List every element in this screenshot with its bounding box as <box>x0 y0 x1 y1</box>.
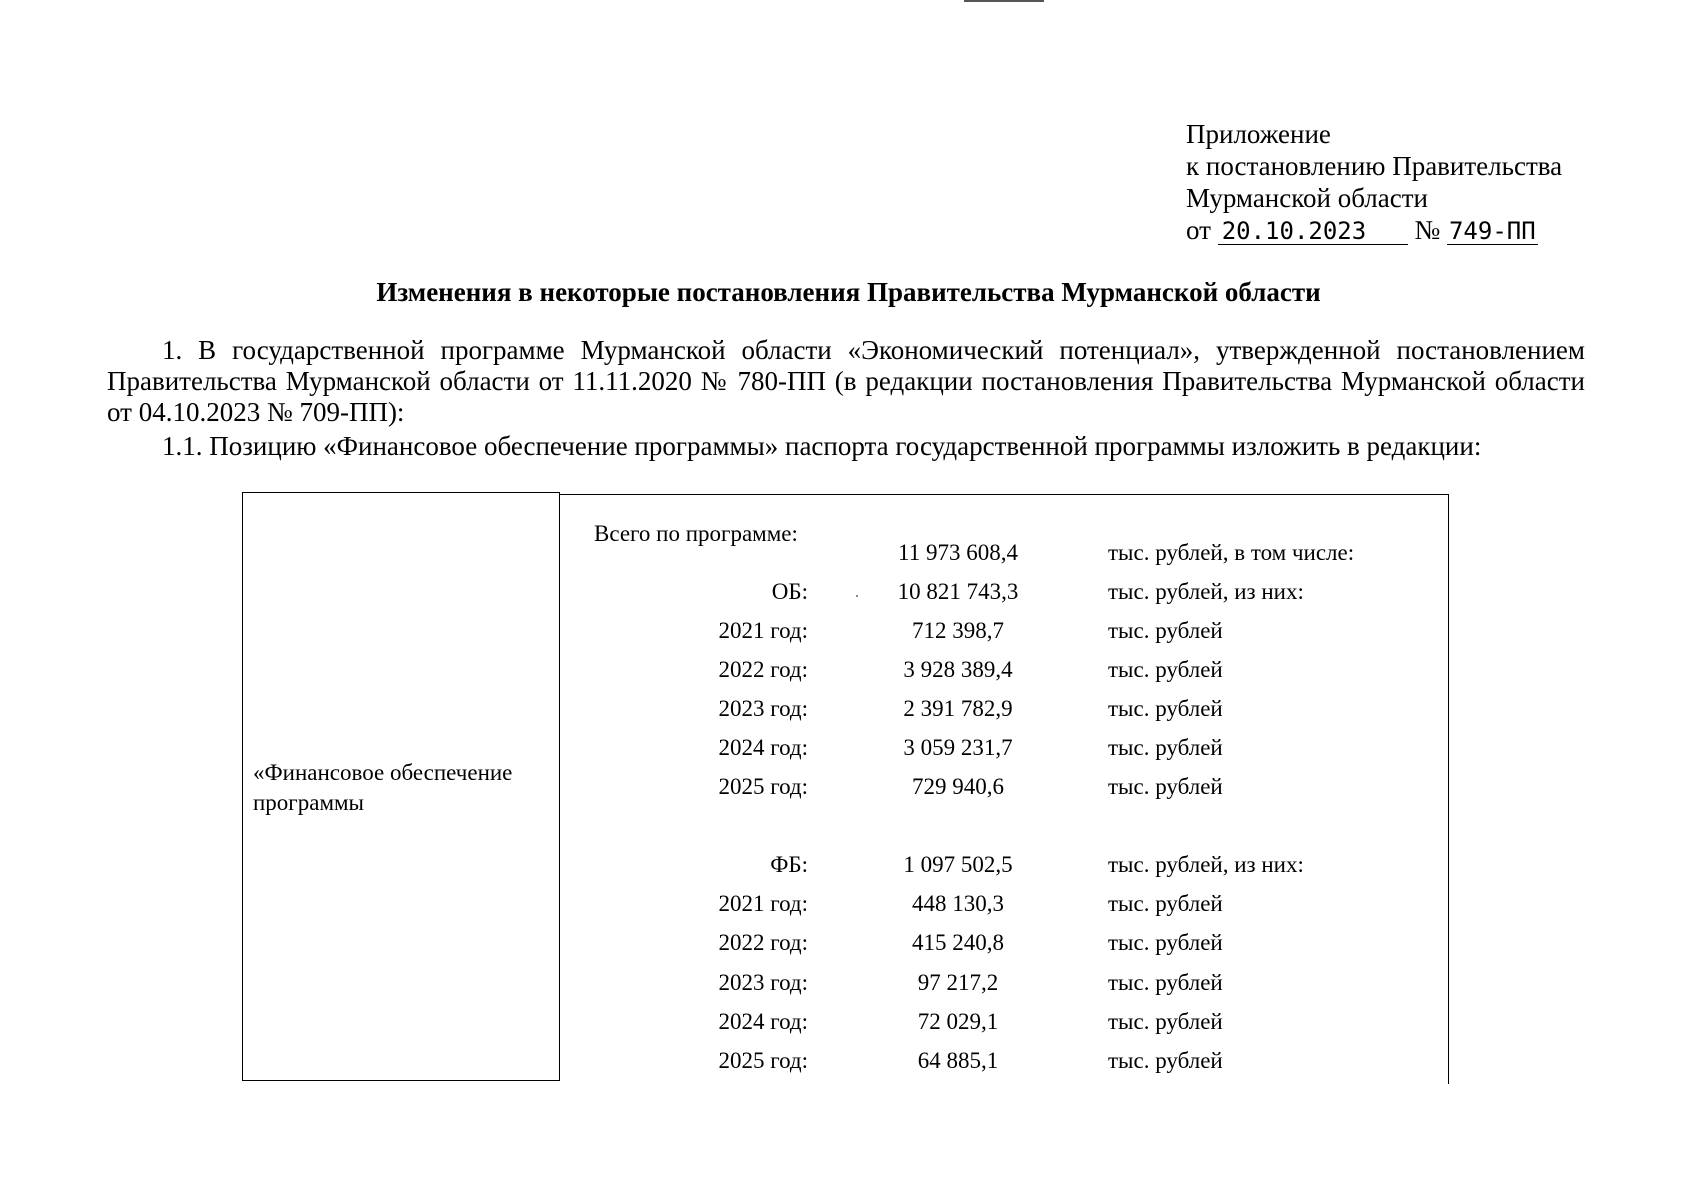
fb-year-row <box>0 1009 1697 1039</box>
ob-year-row <box>0 696 1697 726</box>
year-unit: тыс. рублей <box>1108 1048 1223 1073</box>
year-label: 2023 год: <box>718 970 808 995</box>
fb-value: 1 097 502,5 <box>903 852 1013 877</box>
ob-year-row <box>0 618 1697 648</box>
year-label: 2025 год: <box>718 1048 808 1073</box>
year-unit: тыс. рублей <box>1108 774 1223 799</box>
ob-year-row <box>0 774 1697 804</box>
year-value: 3 928 389,4 <box>903 657 1013 682</box>
document-date: 20.10.2023 <box>1218 218 1408 245</box>
table-left-label: «Финансовое обеспечение программы <box>253 760 513 815</box>
year-value: 2 391 782,9 <box>903 696 1013 721</box>
total-row <box>0 540 1697 570</box>
ob-value: 10 821 743,3 <box>897 579 1019 604</box>
paragraph-1-1: 1.1. Позицию «Финансовое обеспечение программы» паспорта государственной программы изложить в редакции: <box>162 431 1482 461</box>
ob-label: ОБ: <box>771 579 808 604</box>
year-value: 415 240,8 <box>912 930 1004 955</box>
top-edge-rule <box>964 0 1044 2</box>
year-label: 2021 год: <box>718 891 808 916</box>
appendix-line-1: Приложение <box>1186 119 1331 149</box>
year-unit: тыс. рублей <box>1108 970 1223 995</box>
ob-year-row <box>0 657 1697 687</box>
paragraph-1: 1. В государственной программе Мурманской области «Экономический потенциал», утвержденной постановлением Правительства Мурманской области от 11.11.2020 № 780-ПП (в редакции постановления Правительства Мурманской области от 04.10.2023 № 709-ПП): <box>107 335 1585 427</box>
year-label: 2023 год: <box>718 696 808 721</box>
year-value: 97 217,2 <box>917 970 999 995</box>
total-unit: тыс. рублей, в том числе: <box>1108 540 1355 565</box>
fb-label: ФБ: <box>770 852 808 877</box>
fb-row <box>0 852 1697 882</box>
year-unit: тыс. рублей <box>1108 696 1223 721</box>
year-unit: тыс. рублей <box>1108 1009 1223 1034</box>
year-unit: тыс. рублей <box>1108 891 1223 916</box>
document-title: Изменения в некоторые постановления Правительства Мурманской области <box>376 277 1321 307</box>
year-unit: тыс. рублей <box>1108 735 1223 760</box>
ob-row <box>0 579 1697 609</box>
appendix-line-2: к постановлению Правительства <box>1186 151 1563 181</box>
year-value: 712 398,7 <box>912 618 1004 643</box>
year-unit: тыс. рублей <box>1108 657 1223 682</box>
fb-year-row <box>0 1048 1697 1078</box>
year-label: 2021 год: <box>718 618 808 643</box>
year-value: 729 940,6 <box>912 774 1004 799</box>
year-label: 2025 год: <box>718 774 808 799</box>
year-value: 448 130,3 <box>912 891 1004 916</box>
year-unit: тыс. рублей <box>1108 930 1223 955</box>
date-prefix: от <box>1186 215 1211 245</box>
year-value: 3 059 231,7 <box>903 735 1013 760</box>
appendix-line-3: Мурманской области <box>1186 183 1428 213</box>
year-label: 2024 год: <box>718 1009 808 1034</box>
year-label: 2022 год: <box>718 930 808 955</box>
total-value: 11 973 608,4 <box>898 540 1018 565</box>
document-number: 749-ПП <box>1448 217 1536 245</box>
appendix-date-line <box>1186 214 1562 246</box>
ob-unit: тыс. рублей, из них: <box>1108 579 1304 604</box>
year-value: 64 885,1 <box>917 1048 999 1073</box>
total-label: Всего по программе: <box>594 521 798 546</box>
year-label: 2024 год: <box>718 735 808 760</box>
ob-year-row <box>0 735 1697 765</box>
fb-unit: тыс. рублей, из них: <box>1108 852 1304 877</box>
year-value: 72 029,1 <box>917 1009 999 1034</box>
fb-year-row <box>0 970 1697 1000</box>
year-label: 2022 год: <box>718 657 808 682</box>
number-prefix: № <box>1414 215 1441 245</box>
appendix-block <box>1186 118 1562 246</box>
fb-year-row <box>0 930 1697 960</box>
year-unit: тыс. рублей <box>1108 618 1223 643</box>
fb-year-row <box>0 891 1697 921</box>
